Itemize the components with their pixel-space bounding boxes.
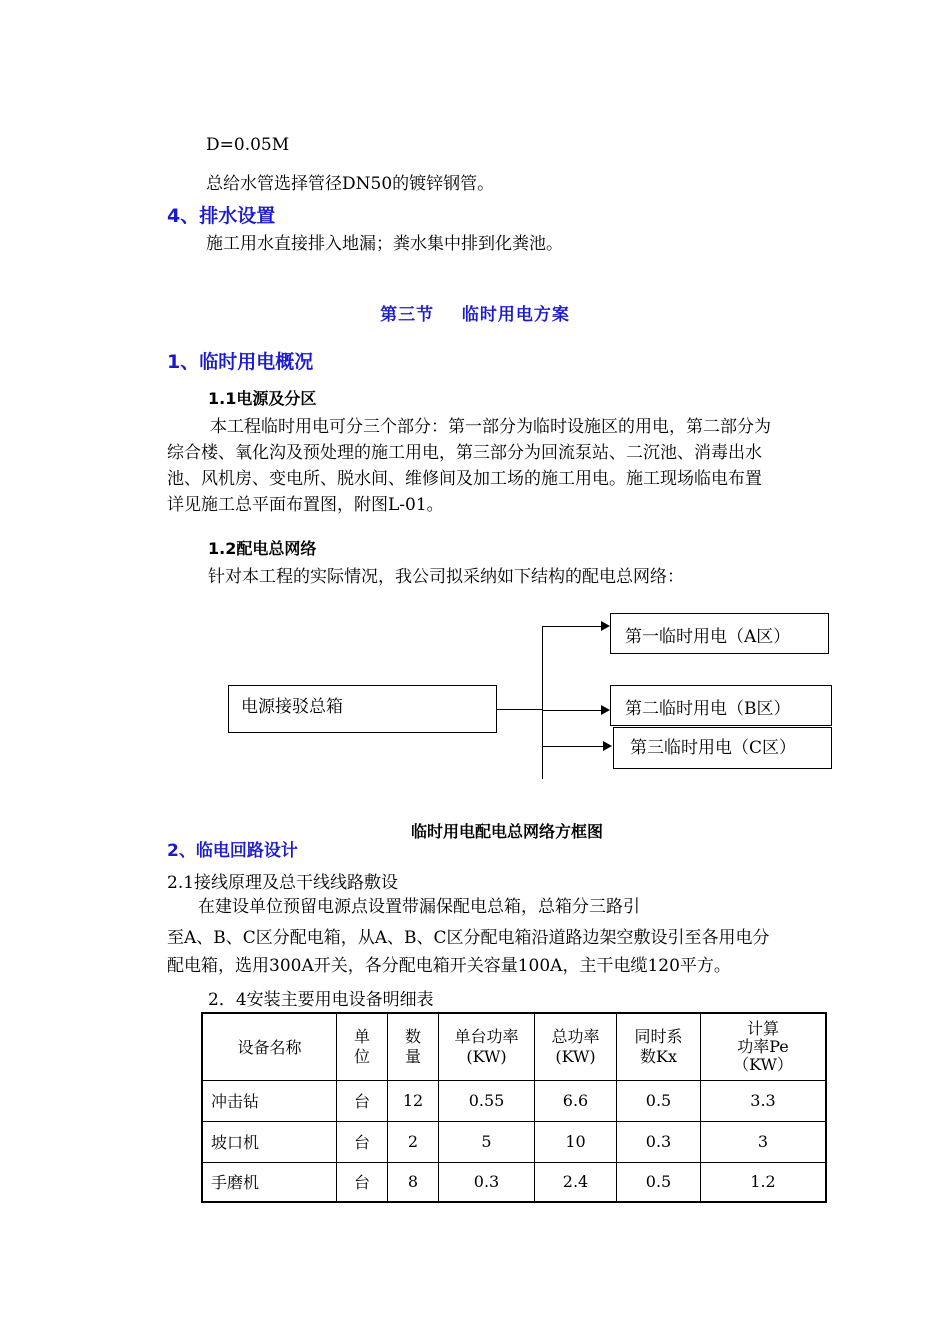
- cell-coef: 0.5: [617, 1162, 701, 1202]
- table-row: [202, 1162, 826, 1202]
- cell-name: 手磨机: [202, 1162, 337, 1202]
- zone-c-box: [613, 727, 832, 769]
- header-single-power: 单台功率 (KW): [439, 1013, 535, 1080]
- section-title: 第三节 临时用电方案: [380, 305, 570, 325]
- source-box: [228, 685, 497, 733]
- branch-line-b: [542, 710, 602, 711]
- bus-line: [542, 626, 543, 779]
- drainage-text: 施工用水直接排入地漏；粪水集中排到化粪池。: [206, 234, 563, 254]
- arrow-b-icon: [601, 705, 610, 715]
- cell-qty: 12: [388, 1080, 439, 1121]
- paragraph-line: 至A、B、C区分配电箱，从A、B、C区分配电箱沿道路边架空敷设引至各用电分: [167, 928, 770, 948]
- zone-c-label: 第三临时用电（C区）: [630, 738, 797, 758]
- heading-drainage: 4、排水设置: [167, 205, 276, 227]
- heading-circuit: 2、临电回路设计: [167, 841, 298, 861]
- cell-total: 2.4: [535, 1162, 617, 1202]
- cell-calc: 3.3: [701, 1080, 827, 1121]
- header-qty: 数 量: [388, 1013, 439, 1080]
- cell-coef: 0.3: [617, 1121, 701, 1162]
- paragraph-line: 详见施工总平面布置图，附图L-01。: [167, 495, 444, 515]
- cell-total: 6.6: [535, 1080, 617, 1121]
- paragraph-line: 综合楼、氧化沟及预处理的施工用电，第三部分为回流泵站、二沉池、消毒出水: [167, 443, 762, 463]
- paragraph-line: 配电箱，选用300A开关，各分配电箱开关容量100A，主干电缆120平方。: [167, 956, 731, 976]
- heading-overview: 1、临时用电概况: [167, 351, 314, 373]
- zone-a-box: [610, 613, 829, 654]
- header-total-power: 总功率 (KW): [535, 1013, 617, 1080]
- connector-line: [497, 709, 543, 710]
- cell-unit: 台: [337, 1080, 388, 1121]
- cell-unit: 台: [337, 1121, 388, 1162]
- header-name: 设备名称: [202, 1013, 337, 1080]
- diagram-caption: 临时用电配电总网络方框图: [410, 822, 603, 841]
- formula-line: D=0.05M: [206, 135, 290, 155]
- zone-b-label: 第二临时用电（B区）: [625, 699, 791, 719]
- arrow-a-icon: [601, 621, 610, 631]
- cell-single: 5: [439, 1121, 535, 1162]
- source-label: 电源接驳总箱: [241, 697, 343, 717]
- pipe-text: 总给水管选择管径DN50的镀锌钢管。: [206, 174, 495, 194]
- zone-b-box: [610, 685, 832, 726]
- cell-single: 0.55: [439, 1080, 535, 1121]
- cell-name: 冲击钻: [202, 1080, 337, 1121]
- cell-total: 10: [535, 1121, 617, 1162]
- network-intro: 针对本工程的实际情况，我公司拟采纳如下结构的配电总网络：: [208, 567, 684, 587]
- cell-name: 坡口机: [202, 1121, 337, 1162]
- branch-line-a: [542, 626, 602, 627]
- subheading-equipment: 2．4安装主要用电设备明细表: [208, 990, 434, 1010]
- cell-qty: 2: [388, 1121, 439, 1162]
- cell-qty: 8: [388, 1162, 439, 1202]
- paragraph-line: 在建设单位预留电源点设置带漏保配电总箱，总箱分三路引: [198, 897, 640, 917]
- subheading-power-zones: 1.1电源及分区: [208, 389, 317, 408]
- table-row: [202, 1121, 826, 1162]
- header-calc-power: 计算 功率Pe （KW）: [701, 1013, 827, 1080]
- cell-calc: 3: [701, 1121, 827, 1162]
- cell-single: 0.3: [439, 1162, 535, 1202]
- table-header-row: [202, 1013, 826, 1080]
- subheading-wiring: 2.1接线原理及总干线线路敷设: [167, 873, 399, 893]
- cell-unit: 台: [337, 1162, 388, 1202]
- subheading-network: 1.2配电总网络: [208, 539, 317, 558]
- cell-coef: 0.5: [617, 1080, 701, 1121]
- equipment-table: [201, 1012, 827, 1203]
- paragraph-line: 本工程临时用电可分三个部分：第一部分为临时设施区的用电，第二部分为: [210, 417, 771, 437]
- branch-line-c: [542, 746, 604, 747]
- header-unit: 单 位: [337, 1013, 388, 1080]
- zone-a-label: 第一临时用电（A区）: [625, 627, 791, 647]
- cell-calc: 1.2: [701, 1162, 827, 1202]
- arrow-c-icon: [603, 741, 612, 751]
- header-coefficient: 同时系 数Kx: [617, 1013, 701, 1080]
- table-row: [202, 1080, 826, 1121]
- paragraph-line: 池、风机房、变电所、脱水间、维修间及加工场的施工用电。施工现场临电布置: [167, 469, 762, 489]
